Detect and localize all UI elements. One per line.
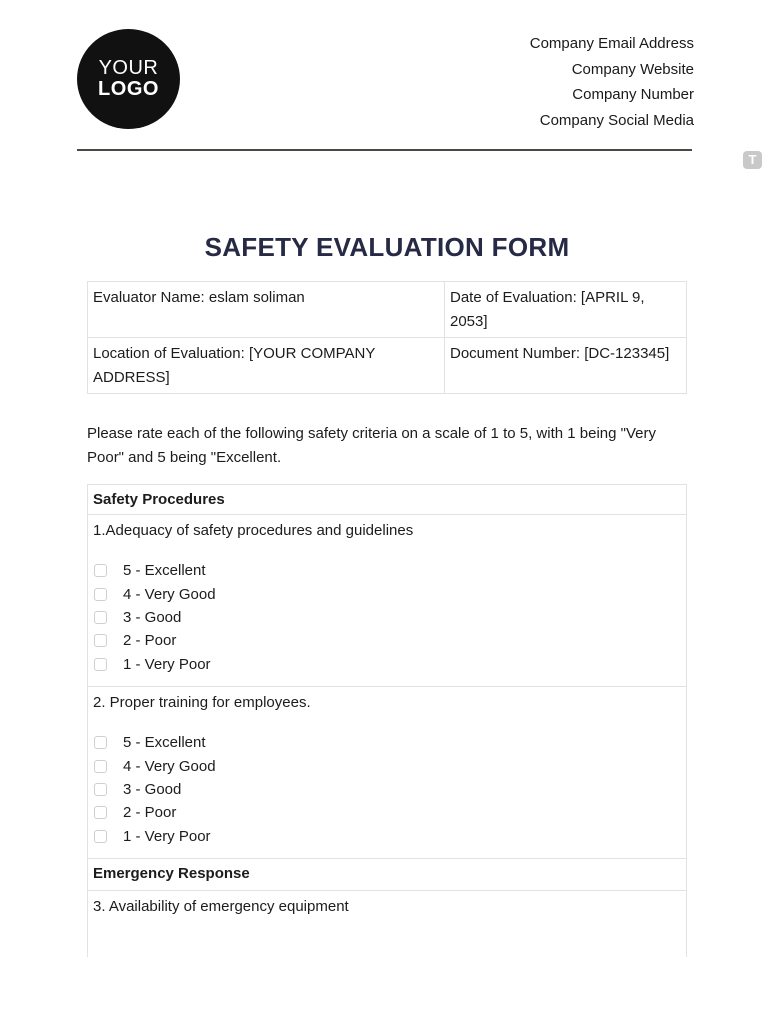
evaluation-date-cell: Date of Evaluation: [APRIL 9, 2053] — [445, 282, 687, 338]
checkbox[interactable] — [94, 760, 107, 773]
question-block — [88, 891, 686, 935]
option-label: 3 - Good — [123, 780, 182, 798]
checkbox[interactable] — [94, 783, 107, 796]
question-block — [88, 515, 686, 687]
company-website: Company Website — [571, 60, 694, 78]
header-divider — [77, 149, 692, 151]
rating-option[interactable] — [93, 754, 681, 777]
checkbox[interactable] — [94, 611, 107, 624]
evaluation-info-table — [87, 281, 687, 394]
rating-option[interactable] — [93, 559, 681, 582]
checkbox[interactable] — [94, 830, 107, 843]
checkbox[interactable] — [94, 634, 107, 647]
rating-option[interactable] — [93, 801, 681, 824]
company-number: Company Number — [572, 86, 694, 103]
option-label: 3 - Good — [123, 608, 182, 626]
rating-option[interactable] — [93, 653, 681, 676]
company-logo — [77, 29, 180, 129]
option-label: 2 - Poor — [123, 804, 177, 822]
company-social-media: Company Social Media — [539, 111, 694, 129]
checkbox[interactable] — [94, 806, 107, 819]
question-text: 2. Proper training for employees. — [93, 694, 311, 711]
checkbox[interactable] — [94, 658, 107, 671]
question-block — [88, 687, 686, 859]
option-label: 4 - Very Good — [123, 757, 216, 775]
option-label: 1 - Very Poor — [123, 655, 211, 673]
logo-line-2: LOGO — [98, 78, 159, 100]
rating-option[interactable] — [93, 825, 681, 848]
option-label: 1 - Very Poor — [123, 827, 211, 845]
evaluation-location-cell: Location of Evaluation: [YOUR COMPANY ADDRESS] — [88, 338, 445, 394]
question-text: 1.Adequacy of safety procedures and guidelines — [93, 522, 414, 539]
company-contact-block — [530, 31, 694, 133]
table-row — [88, 338, 687, 394]
option-label: 5 - Excellent — [123, 562, 206, 580]
question-text: 3. Availability of emergency equipment — [93, 898, 349, 915]
rating-option[interactable] — [93, 731, 681, 754]
criteria-table — [87, 484, 687, 957]
rating-option[interactable] — [93, 606, 681, 629]
option-label: 2 - Poor — [123, 632, 177, 650]
rating-option[interactable] — [93, 582, 681, 605]
rating-option[interactable] — [93, 778, 681, 801]
checkbox[interactable] — [94, 736, 107, 749]
logo-line-1: YOUR — [98, 57, 159, 79]
document-number-cell: Document Number: [DC-123345] — [445, 338, 687, 394]
section-heading: Safety Procedures — [88, 485, 686, 515]
option-label: 4 - Very Good — [123, 585, 216, 603]
checkbox[interactable] — [94, 588, 107, 601]
company-email: Company Email Address — [529, 35, 694, 52]
evaluator-name-cell: Evaluator Name: eslam soliman — [88, 282, 445, 338]
rating-option[interactable] — [93, 629, 681, 652]
option-label: 5 - Excellent — [123, 734, 206, 752]
rating-instructions: Please rate each of the following safety criteria on a scale of 1 to 5, with 1 being "Very Poor" and 5 being "Excellent. — [87, 425, 656, 466]
text-tool-icon[interactable]: T — [743, 151, 762, 169]
table-row — [88, 282, 687, 338]
section-heading: Emergency Response — [88, 859, 686, 891]
page-title: SAFETY EVALUATION FORM — [204, 232, 570, 262]
checkbox[interactable] — [94, 564, 107, 577]
